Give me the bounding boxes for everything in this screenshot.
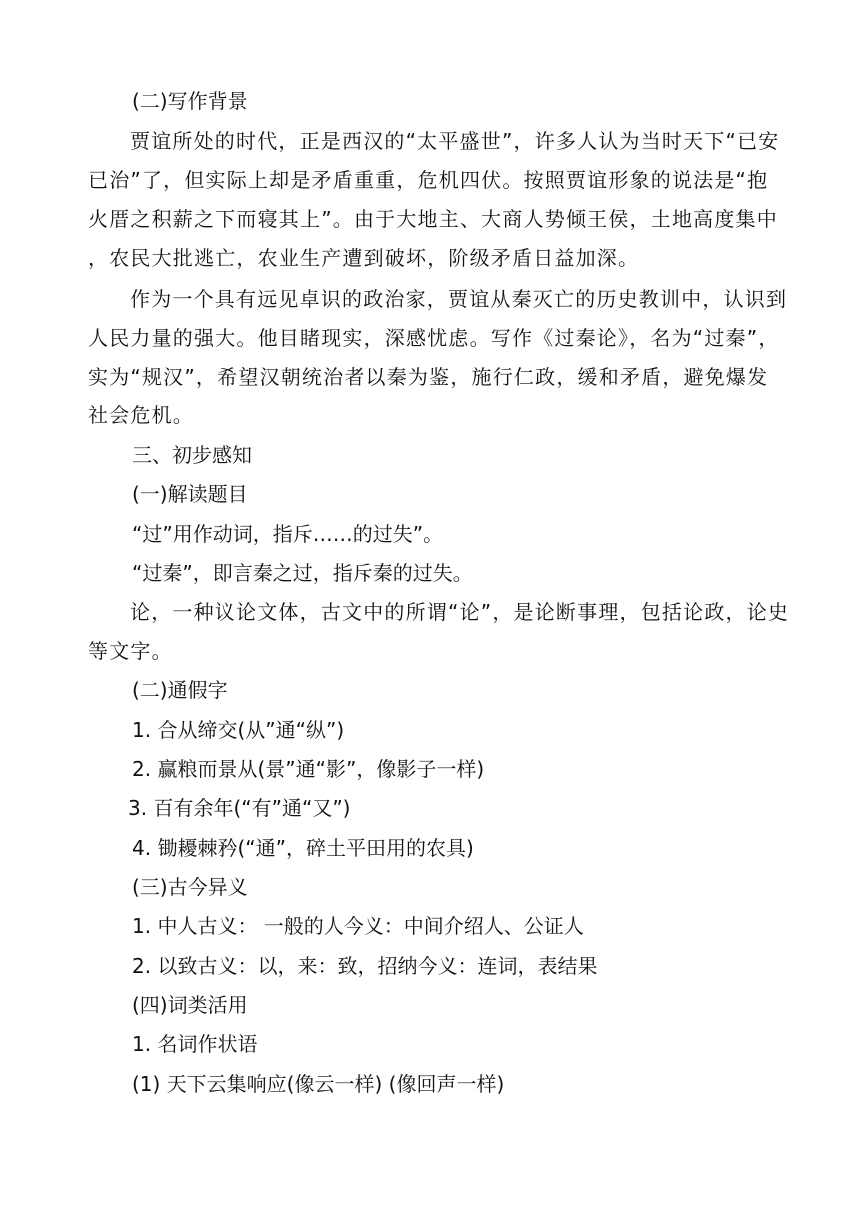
paragraph-line: 火厝之积薪之下而寝其上”。由于大地主、大商人势倾王侯，土地高度集中 [88,207,778,231]
paragraph-line: 论，一种议论文体，古文中的所谓“论”，是论断事理，包括论政，论史 [130,600,790,624]
paragraph-line: ，农民大批逃亡，农业生产遭到破坏，阶级矛盾日益加深。 [88,246,640,270]
list-item: 1. 名词作状语 [132,1032,258,1056]
text-line: “过”用作动词，指斥……的过失”。 [132,522,444,546]
paragraph-line: 贾谊所处的时代，正是西汉的“太平盛世”，许多人认为当时天下“已安 [130,129,780,153]
paragraph-line: 等文字。 [88,639,173,663]
paragraph-line: 实为“规汉”，希望汉朝统治者以秦为鉴，施行仁政，缓和矛盾，避免爆发 [88,365,769,389]
subheading-gujin-yiyi: (三)古今异义 [132,875,248,899]
text-line: “过秦”，即言秦之过，指斥秦的过失。 [132,561,473,585]
list-item: 2. 以致古义：以，来：致，招纳今义：连词，表结果 [132,954,598,978]
subheading-interpret-title: (一)解读题目 [132,482,248,506]
paragraph-line: 已治”了，但实际上却是矛盾重重，危机四伏。按照贾谊形象的说法是“抱 [88,168,769,192]
list-item: 2. 赢粮而景从(景”通“影”，像影子一样) [132,757,485,781]
section-heading-initial-perception: 三、初步感知 [132,443,252,467]
list-item: 3. 百有余年(“有”通“又”) [128,796,351,820]
list-item: (1) 天下云集响应(像云一样) (像回声一样) [132,1072,505,1096]
list-item: 1. 中人古义： 一般的人今义：中间介绍人、公证人 [132,914,584,938]
list-item: 4. 锄耰棘矜(“通”，碎土平田用的农具) [132,836,474,860]
subheading-cilei-huoyong: (四)词类活用 [132,993,248,1017]
subheading-tongjiazi: (二)通假字 [132,678,228,702]
list-item: 1. 合从缔交(从”通“纵”) [132,718,345,742]
paragraph-line: 人民力量的强大。他目睹现实，深感忧虑。写作《过秦论》，名为“过秦”， [88,326,780,350]
section-heading-writing-background: (二)写作背景 [132,89,248,113]
paragraph-line: 作为一个具有远见卓识的政治家，贾谊从秦灭亡的历史教训中，认识到 [130,287,788,311]
paragraph-line: 社会危机。 [88,403,194,427]
